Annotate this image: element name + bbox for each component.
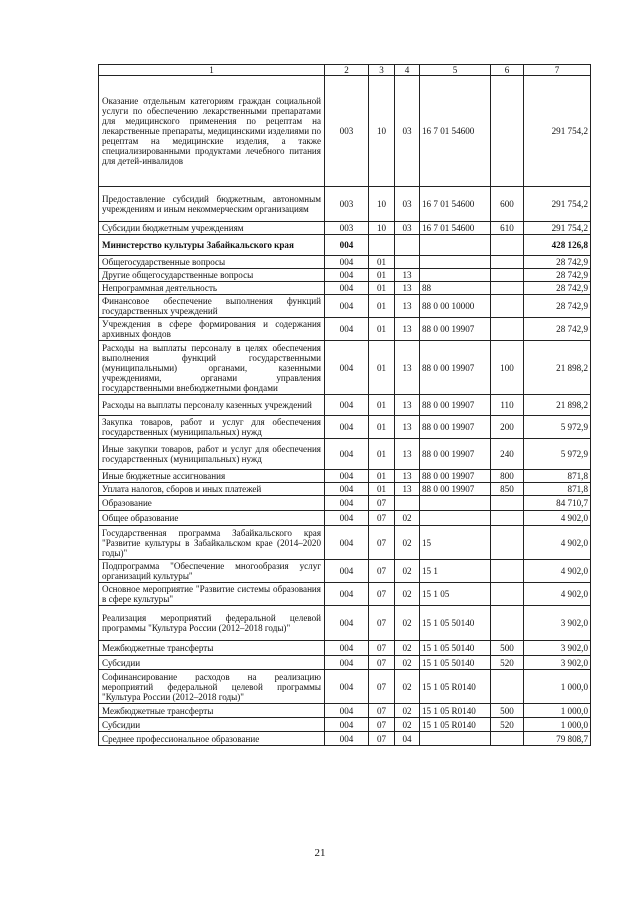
subsection-code: 02: [395, 718, 420, 732]
amount: 5 972,9: [524, 416, 591, 439]
expense-type-code: 800: [491, 470, 524, 483]
amount: 28 742,9: [524, 318, 591, 341]
target-article-code: 15: [420, 526, 491, 560]
expense-type-code: [491, 76, 524, 187]
target-article-code: 15 1 05 R0140: [420, 670, 491, 704]
expense-type-code: [491, 256, 524, 269]
amount: 1 000,0: [524, 670, 591, 704]
target-article-code: 15 1 05 50140: [420, 641, 491, 656]
target-article-code: [420, 511, 491, 526]
row-name: Финансовое обеспечение выполнения функций государственных учреждений: [99, 295, 325, 318]
amount: 4 902,0: [524, 583, 591, 606]
row-name: Общее образование: [99, 511, 325, 526]
table-row: [99, 656, 591, 670]
table-row: [99, 483, 591, 496]
row-name: Общегосударственные вопросы: [99, 256, 325, 269]
table-row: [99, 606, 591, 641]
target-article-code: 88 0 00 19907: [420, 483, 491, 496]
grbs-code: 004: [325, 526, 369, 560]
section-code: 01: [369, 282, 395, 295]
row-name: Закупка товаров, работ и услуг для обеспечения государственных (муниципальных) нужд: [99, 416, 325, 439]
expense-type-code: [491, 606, 524, 641]
target-article-code: 88 0 00 19907: [420, 318, 491, 341]
table-row: [99, 641, 591, 656]
section-code: [369, 235, 395, 256]
grbs-code: 004: [325, 256, 369, 269]
subsection-code: 13: [395, 269, 420, 282]
target-article-code: [420, 256, 491, 269]
grbs-code: 004: [325, 670, 369, 704]
expense-type-code: 240: [491, 439, 524, 470]
expense-type-code: [491, 318, 524, 341]
target-article-code: 16 7 01 54600: [420, 222, 491, 235]
section-code: 01: [369, 341, 395, 395]
section-code: 01: [369, 295, 395, 318]
row-name: Реализация мероприятий федеральной целевой программы "Культура России (2012–2018 годы)": [99, 606, 325, 641]
column-header: 4: [395, 65, 420, 76]
amount: 21 898,2: [524, 395, 591, 416]
section-code: 01: [369, 395, 395, 416]
amount: 291 754,2: [524, 222, 591, 235]
grbs-code: 004: [325, 295, 369, 318]
grbs-code: 004: [325, 318, 369, 341]
target-article-code: 16 7 01 54600: [420, 76, 491, 187]
subsection-code: 02: [395, 526, 420, 560]
row-name: Субсидии: [99, 656, 325, 670]
table-row: [99, 269, 591, 282]
subsection-code: 02: [395, 704, 420, 718]
amount: 21 898,2: [524, 341, 591, 395]
expense-type-code: 600: [491, 187, 524, 222]
table-row: [99, 295, 591, 318]
subsection-code: 13: [395, 439, 420, 470]
subsection-code: 03: [395, 76, 420, 187]
section-code: 10: [369, 187, 395, 222]
grbs-code: 004: [325, 439, 369, 470]
amount: 4 902,0: [524, 560, 591, 583]
amount: 291 754,2: [524, 187, 591, 222]
subsection-code: 03: [395, 187, 420, 222]
grbs-code: 004: [325, 606, 369, 641]
section-code: 07: [369, 670, 395, 704]
section-code: 07: [369, 641, 395, 656]
row-name: Министерство культуры Забайкальского края: [99, 235, 325, 256]
target-article-code: 88 0 00 19907: [420, 439, 491, 470]
row-name: Межбюджетные трансферты: [99, 704, 325, 718]
table-row: [99, 76, 591, 187]
target-article-code: 88 0 00 10000: [420, 295, 491, 318]
amount: 4 902,0: [524, 511, 591, 526]
table-body: [99, 76, 591, 746]
row-name: Иные закупки товаров, работ и услуг для обеспечения государственных (муниципальных) нужд: [99, 439, 325, 470]
subsection-code: 02: [395, 670, 420, 704]
subsection-code: [395, 235, 420, 256]
column-header: 1: [99, 65, 325, 76]
table-row: [99, 341, 591, 395]
amount: 28 742,9: [524, 282, 591, 295]
amount: 79 808,7: [524, 732, 591, 746]
subsection-code: 02: [395, 511, 420, 526]
subsection-code: 13: [395, 416, 420, 439]
target-article-code: 15 1 05 50140: [420, 656, 491, 670]
expense-type-code: [491, 583, 524, 606]
subsection-code: 13: [395, 318, 420, 341]
row-name: Государственная программа Забайкальского края "Развитие культуры в Забайкальском крае (2014–2020 годы)": [99, 526, 325, 560]
expense-type-code: 110: [491, 395, 524, 416]
table-row: [99, 439, 591, 470]
subsection-code: [395, 496, 420, 511]
grbs-code: 004: [325, 416, 369, 439]
table-row: [99, 470, 591, 483]
section-code: 07: [369, 526, 395, 560]
amount: 5 972,9: [524, 439, 591, 470]
subsection-code: 13: [395, 483, 420, 496]
subsection-code: 13: [395, 341, 420, 395]
section-code: 07: [369, 496, 395, 511]
expense-type-code: 500: [491, 641, 524, 656]
expense-type-code: 520: [491, 656, 524, 670]
target-article-code: 16 7 01 54600: [420, 187, 491, 222]
section-code: 07: [369, 560, 395, 583]
section-code: 10: [369, 76, 395, 187]
grbs-code: 004: [325, 656, 369, 670]
expense-type-code: [491, 670, 524, 704]
table-row: [99, 526, 591, 560]
table-row: [99, 704, 591, 718]
expense-type-code: [491, 295, 524, 318]
grbs-code: 004: [325, 395, 369, 416]
amount: 291 754,2: [524, 76, 591, 187]
row-name: Основное мероприятие "Развитие системы образования в сфере культуры": [99, 583, 325, 606]
target-article-code: 88 0 00 19907: [420, 341, 491, 395]
expense-type-code: 850: [491, 483, 524, 496]
target-article-code: 15 1 05 50140: [420, 606, 491, 641]
expense-type-code: 100: [491, 341, 524, 395]
section-code: 01: [369, 416, 395, 439]
expense-type-code: [491, 560, 524, 583]
row-name: Межбюджетные трансферты: [99, 641, 325, 656]
expense-type-code: [491, 269, 524, 282]
grbs-code: 004: [325, 583, 369, 606]
amount: 28 742,9: [524, 256, 591, 269]
target-article-code: 88 0 00 19907: [420, 416, 491, 439]
amount: 3 902,0: [524, 656, 591, 670]
grbs-code: 004: [325, 496, 369, 511]
amount: 1 000,0: [524, 718, 591, 732]
grbs-code: 003: [325, 187, 369, 222]
target-article-code: 15 1: [420, 560, 491, 583]
row-name: Учреждения в сфере формирования и содержания архивных фондов: [99, 318, 325, 341]
subsection-code: 04: [395, 732, 420, 746]
row-name: Оказание отдельным категориям граждан социальной услуги по обеспечению лекарственными препаратами для медицинского применения по рецептам на лекарственные препараты, медицинскими изделиями по рецептам на медицинские изделия, а также специализированными продуктами лечебного питания для детей-инвалидов: [99, 76, 325, 187]
grbs-code: 004: [325, 560, 369, 583]
budget-table: [98, 64, 591, 746]
section-code: 01: [369, 439, 395, 470]
grbs-code: 004: [325, 718, 369, 732]
column-header: 2: [325, 65, 369, 76]
subsection-code: 02: [395, 583, 420, 606]
header-row: [99, 65, 591, 76]
subsection-code: 02: [395, 656, 420, 670]
amount: 3 902,0: [524, 641, 591, 656]
section-code: 07: [369, 704, 395, 718]
column-header: 7: [524, 65, 591, 76]
expense-type-code: 610: [491, 222, 524, 235]
table-row: [99, 560, 591, 583]
table-row: [99, 282, 591, 295]
grbs-code: 004: [325, 282, 369, 295]
grbs-code: 004: [325, 269, 369, 282]
subsection-code: 13: [395, 395, 420, 416]
grbs-code: 003: [325, 76, 369, 187]
subsection-code: 13: [395, 295, 420, 318]
table-row: [99, 187, 591, 222]
table-row: [99, 732, 591, 746]
target-article-code: [420, 235, 491, 256]
target-article-code: 15 1 05: [420, 583, 491, 606]
target-article-code: 15 1 05 R0140: [420, 718, 491, 732]
target-article-code: 88 0 00 19907: [420, 470, 491, 483]
section-code: 01: [369, 269, 395, 282]
row-name: Расходы на выплаты персоналу казенных учреждений: [99, 395, 325, 416]
expense-type-code: [491, 511, 524, 526]
amount: 84 710,7: [524, 496, 591, 511]
amount: 871,8: [524, 483, 591, 496]
expense-type-code: [491, 732, 524, 746]
amount: 3 902,0: [524, 606, 591, 641]
target-article-code: 15 1 05 R0140: [420, 704, 491, 718]
row-name: Софинансирование расходов на реализацию мероприятий федеральной целевой программы "Культура России (2012–2018 годы)": [99, 670, 325, 704]
amount: 871,8: [524, 470, 591, 483]
grbs-code: 004: [325, 470, 369, 483]
expense-type-code: 500: [491, 704, 524, 718]
row-name: Иные бюджетные ассигнования: [99, 470, 325, 483]
expense-type-code: 200: [491, 416, 524, 439]
expense-type-code: [491, 235, 524, 256]
section-code: 10: [369, 222, 395, 235]
section-code: 01: [369, 256, 395, 269]
section-code: 07: [369, 511, 395, 526]
section-code: 07: [369, 583, 395, 606]
table-row: [99, 222, 591, 235]
row-name: Расходы на выплаты персоналу в целях обеспечения выполнения функций государственными (муниципальными) органами, казенными учреждениями, органами управления государственными внебюджетными фондами: [99, 341, 325, 395]
row-name: Субсидии бюджетным учреждениям: [99, 222, 325, 235]
row-name: Субсидии: [99, 718, 325, 732]
grbs-code: 004: [325, 732, 369, 746]
grbs-code: 004: [325, 341, 369, 395]
row-name: Уплата налогов, сборов и иных платежей: [99, 483, 325, 496]
expense-type-code: [491, 282, 524, 295]
column-header: 6: [491, 65, 524, 76]
section-code: 07: [369, 606, 395, 641]
table-row: [99, 511, 591, 526]
target-article-code: [420, 732, 491, 746]
grbs-code: 004: [325, 641, 369, 656]
subsection-code: 02: [395, 560, 420, 583]
page-number: 21: [314, 847, 326, 859]
table-row: [99, 496, 591, 511]
subsection-code: 02: [395, 641, 420, 656]
section-code: 01: [369, 483, 395, 496]
grbs-code: 004: [325, 235, 369, 256]
amount: 28 742,9: [524, 295, 591, 318]
table-row: [99, 318, 591, 341]
grbs-code: 004: [325, 704, 369, 718]
target-article-code: [420, 269, 491, 282]
expense-type-code: [491, 526, 524, 560]
table-row: [99, 583, 591, 606]
section-code: 07: [369, 656, 395, 670]
subsection-code: 13: [395, 282, 420, 295]
row-name: Непрограммная деятельность: [99, 282, 325, 295]
table-row: [99, 416, 591, 439]
target-article-code: 88 0 00 19907: [420, 395, 491, 416]
row-name: Подпрограмма "Обеспечение многообразия услуг организаций культуры": [99, 560, 325, 583]
subsection-code: 13: [395, 470, 420, 483]
column-header: 3: [369, 65, 395, 76]
subsection-code: 02: [395, 606, 420, 641]
table-row: [99, 718, 591, 732]
table-row: [99, 235, 591, 256]
section-code: 01: [369, 470, 395, 483]
expense-type-code: [491, 496, 524, 511]
row-name: Предоставление субсидий бюджетным, автономным учреждениям и иным некоммерческим организациям: [99, 187, 325, 222]
row-name: Среднее профессиональное образование: [99, 732, 325, 746]
subsection-code: 03: [395, 222, 420, 235]
target-article-code: 88: [420, 282, 491, 295]
section-code: 07: [369, 732, 395, 746]
row-name: Другие общегосударственные вопросы: [99, 269, 325, 282]
amount: 28 742,9: [524, 269, 591, 282]
amount: 4 902,0: [524, 526, 591, 560]
row-name: Образование: [99, 496, 325, 511]
subsection-code: [395, 256, 420, 269]
section-code: 07: [369, 718, 395, 732]
grbs-code: 003: [325, 222, 369, 235]
grbs-code: 004: [325, 511, 369, 526]
grbs-code: 004: [325, 483, 369, 496]
table-row: [99, 395, 591, 416]
target-article-code: [420, 496, 491, 511]
amount: 1 000,0: [524, 704, 591, 718]
table-row: [99, 670, 591, 704]
column-header: 5: [420, 65, 491, 76]
table-row: [99, 256, 591, 269]
amount: 428 126,8: [524, 235, 591, 256]
expense-type-code: 520: [491, 718, 524, 732]
section-code: 01: [369, 318, 395, 341]
